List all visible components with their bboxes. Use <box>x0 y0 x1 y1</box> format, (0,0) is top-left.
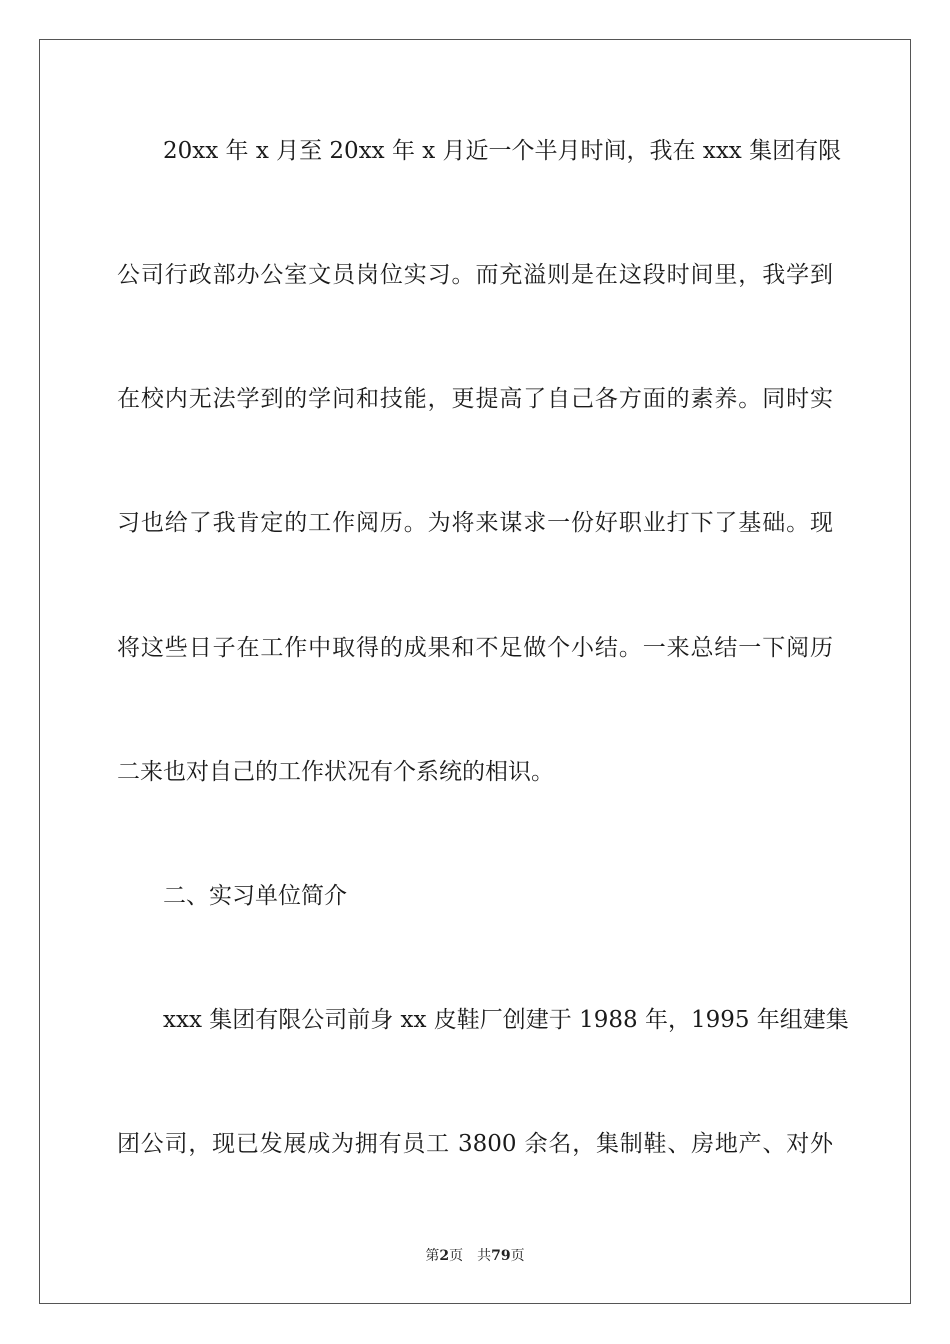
footer-page-suffix: 页 <box>449 1248 464 1264</box>
footer-page-prefix: 第 <box>425 1248 440 1264</box>
footer-total-suffix: 页 <box>510 1248 525 1264</box>
paragraph-line-last: 二来也对自己的工作状况有个系统的相识。 <box>117 759 554 785</box>
paragraph-line: 习也给了我肯定的工作阅历。为将来谋求一份好职业打下了基础。现 <box>117 510 833 536</box>
page-border <box>39 39 911 1304</box>
paragraph-line: 将这些日子在工作中取得的成果和不足做个小结。一来总结一下阅历 <box>117 635 833 661</box>
paragraph-line: 20xx 年 x 月至 20xx 年 x 月近一个半月时间，我在 xxx 集团有限 <box>163 138 842 164</box>
paragraph-line: 公司行政部办公室文员岗位实习。而充溢则是在这段时间里，我学到 <box>117 262 833 288</box>
footer-total-pages: 79 <box>491 1248 511 1264</box>
page-footer <box>0 1246 950 1266</box>
section-heading: 二、实习单位简介 <box>163 883 347 909</box>
paragraph-line: 团公司，现已发展成为拥有员工 3800 余名，集制鞋、房地产、对外 <box>117 1131 833 1157</box>
paragraph-line: xxx 集团有限公司前身 xx 皮鞋厂创建于 1988 年，1995 年组建集 <box>163 1007 849 1033</box>
footer-page-number: 2 <box>439 1248 450 1264</box>
paragraph-line: 在校内无法学到的学问和技能，更提高了自己各方面的素养。同时实 <box>117 386 833 412</box>
footer-total-prefix: 共 <box>477 1248 492 1264</box>
